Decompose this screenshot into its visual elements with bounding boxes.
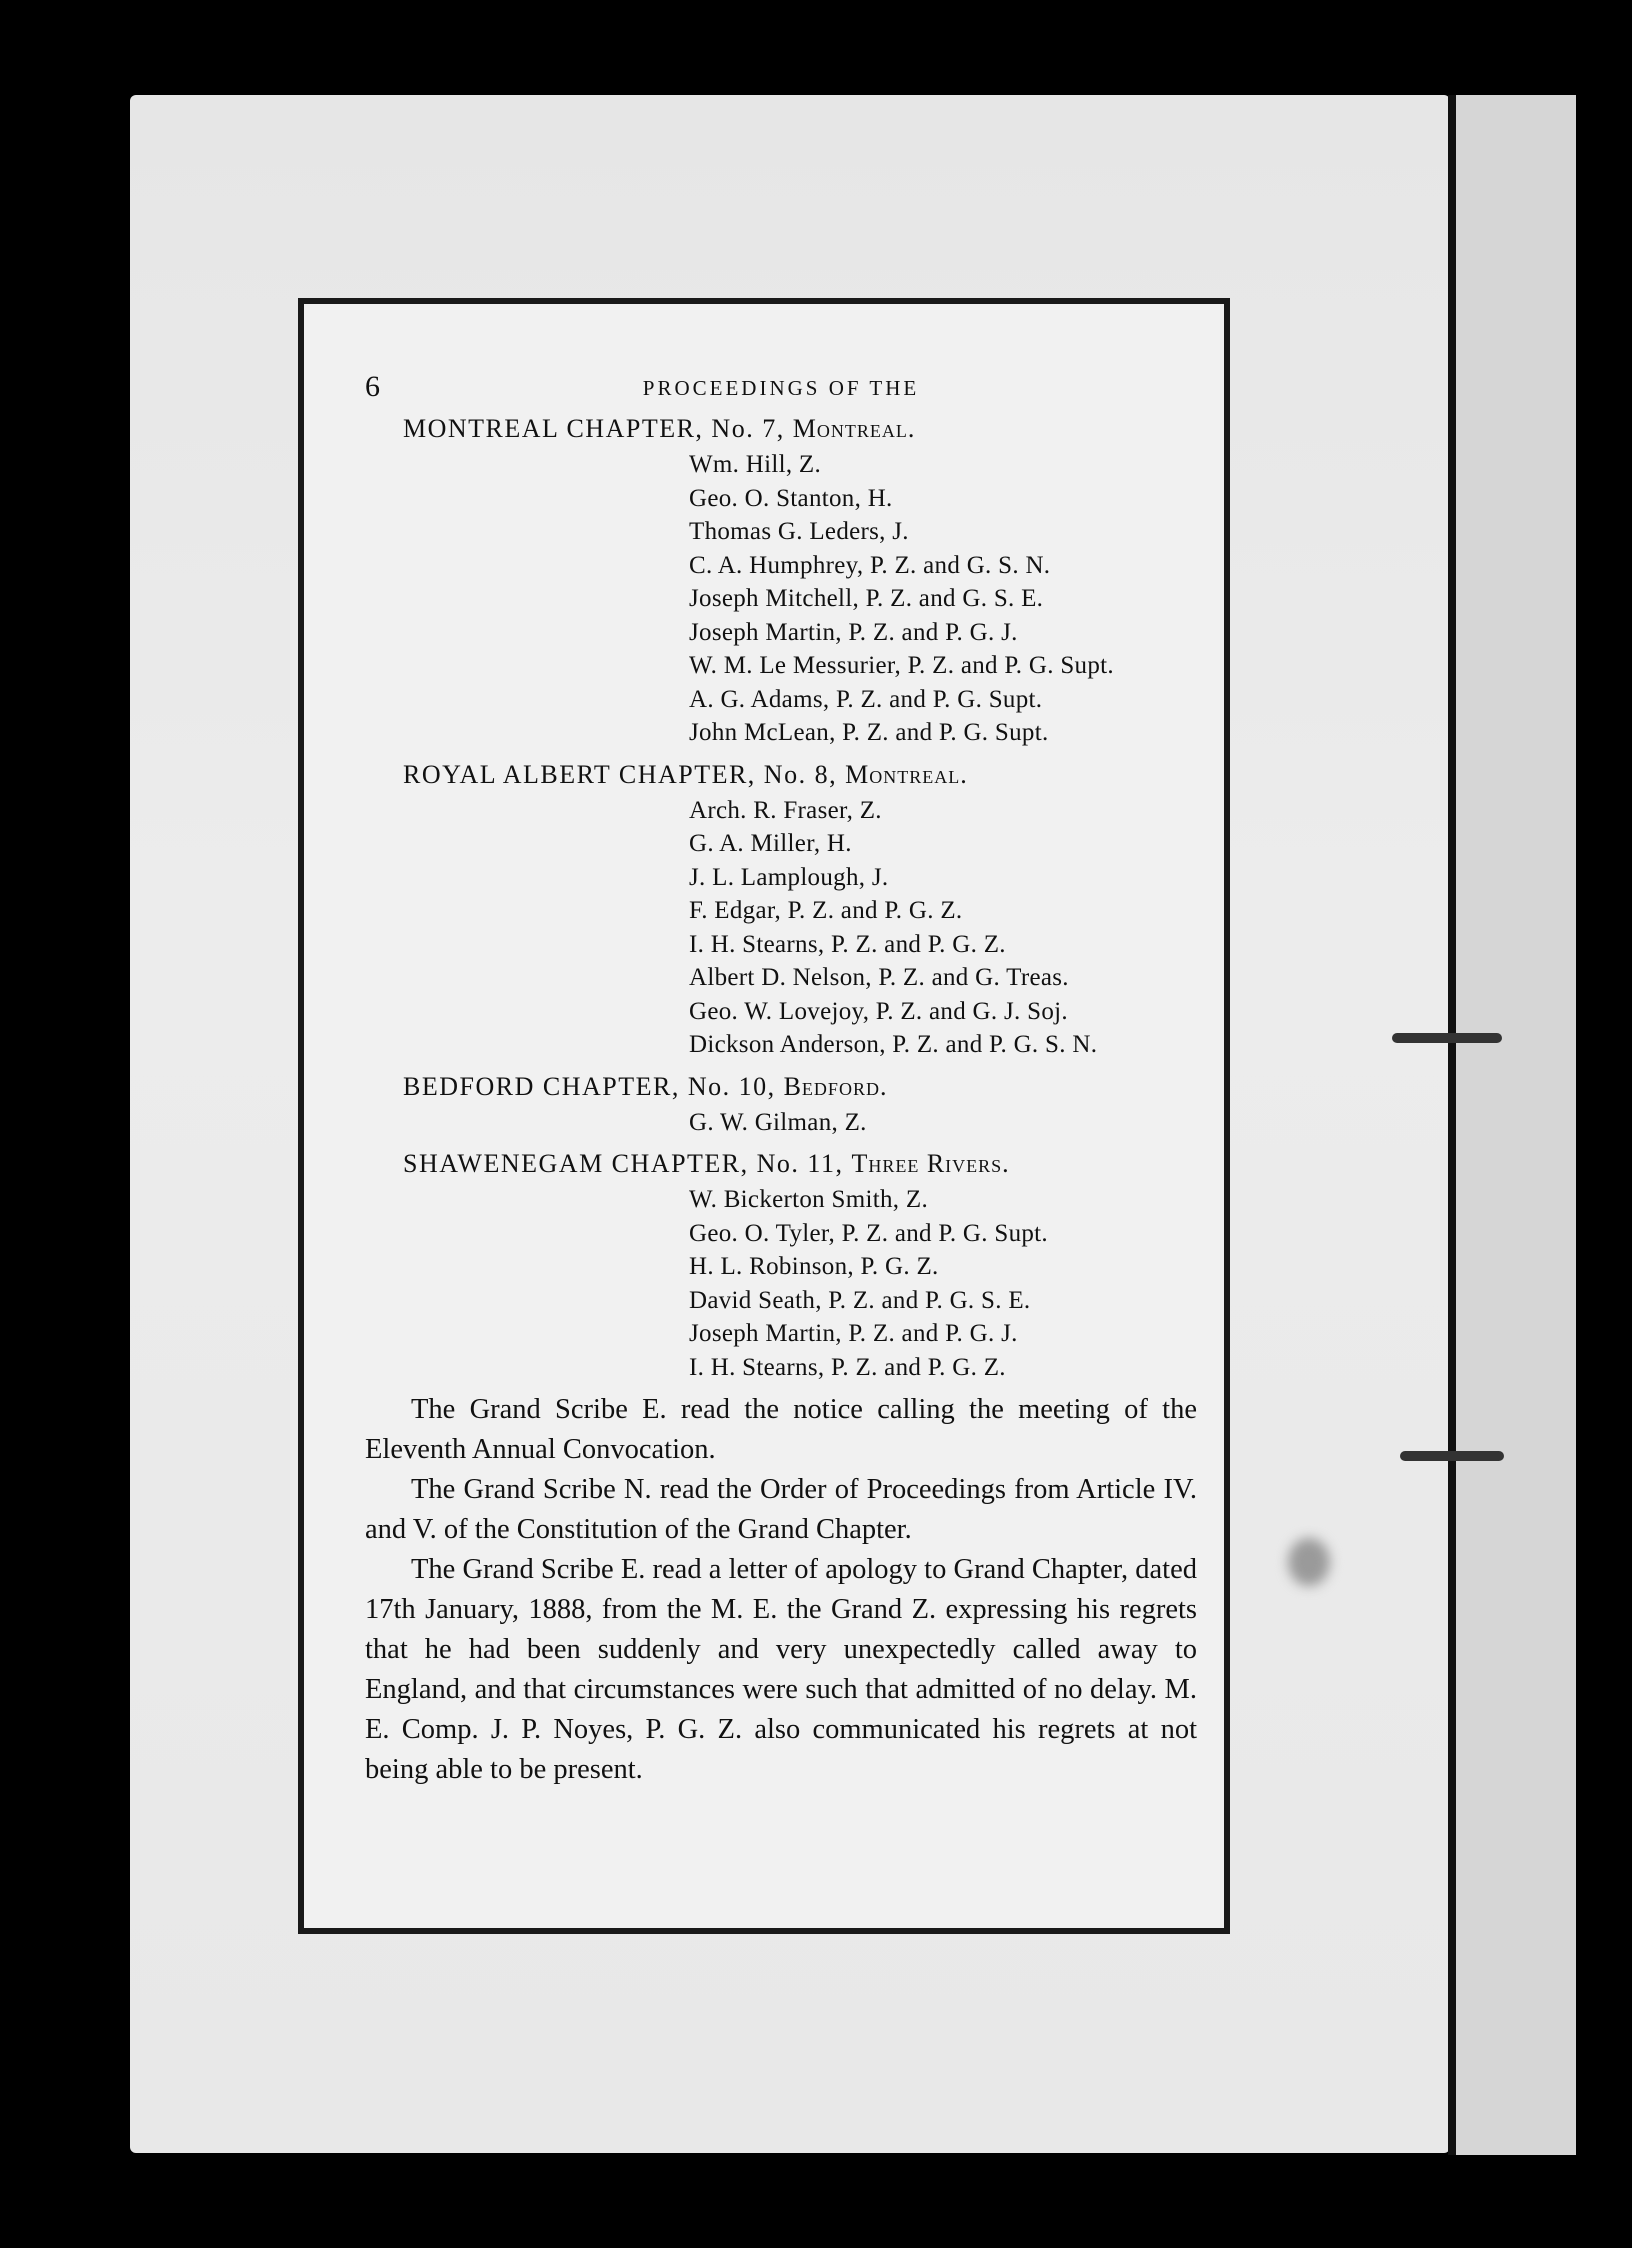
page-content [365,370,1197,1890]
chapter-place: Three Rivers. [851,1149,1010,1178]
member-entry: David Seath, P. Z. and P. G. S. E. [689,1286,1031,1314]
running-head [365,370,1197,410]
chapter-heading [403,756,1197,794]
member-entry: I. H. Stearns, P. Z. and P. G. Z. [689,930,1006,958]
member-list [365,794,1197,1062]
running-title: PROCEEDINGS OF THE [642,376,920,400]
member-entry: Geo. O. Tyler, P. Z. and P. G. Supt. [689,1219,1048,1247]
chapter-place: Montreal. [845,759,968,789]
member-entry: Wm. Hill, Z. [689,451,822,478]
member-entry: C. A. Humphrey, P. Z. and G. S. N. [689,551,1051,579]
proceedings-paragraph: The Grand Scribe N. read the Order of Proceedings from Article IV. and V. of the Constitution of the Grand Chapter. [365,1474,1197,1545]
member-entry: G. W. Gilman, Z. [689,1108,867,1136]
scan-smudge [1288,1538,1330,1586]
member-entry: Thomas G. Leders, J. [689,518,909,545]
proceedings-paragraph: The Grand Scribe E. read a letter of apology to Grand Chapter, dated 17th January, 1888, from the M. E. the Grand Z. expressing his regrets that he had been suddenly and very unexpectedly called away to England, and that circumstances were such that admitted of no delay. M. E. Comp. J. P. Noyes, P. G. Z. also communicated his regrets at not being able to be present. [365,1554,1197,1785]
chapter-heading [403,410,1197,448]
binding-spine [1448,95,1456,2155]
member-entry: Albert D. Nelson, P. Z. and G. Treas. [689,964,1069,991]
chapter-heading [403,1145,1197,1183]
binding-clip-top [1392,1033,1502,1043]
member-entry: Joseph Mitchell, P. Z. and G. S. E. [689,585,1044,612]
member-entry: Arch. R. Fraser, Z. [689,796,882,824]
chapter-place: Montreal. [792,414,916,443]
member-entry: Joseph Martin, P. Z. and P. G. J. [689,1320,1018,1347]
chapter-name: BEDFORD CHAPTER, No. 10, [403,1071,776,1101]
member-entry: W. Bickerton Smith, Z. [689,1186,928,1213]
member-entry: Dickson Anderson, P. Z. and P. G. S. N. [689,1031,1098,1058]
proceedings-text [365,1390,1197,1790]
member-entry: W. M. Le Messurier, P. Z. and P. G. Supt. [689,652,1114,679]
member-entry: I. H. Stearns, P. Z. and P. G. Z. [689,1353,1006,1381]
member-entry: J. L. Lamplough, J. [689,863,889,891]
chapter-name: ROYAL ALBERT CHAPTER, No. 8, [403,759,838,789]
member-entry: F. Edgar, P. Z. and P. G. Z. [689,897,963,924]
chapter-name: MONTREAL CHAPTER, No. 7, [403,414,785,443]
chapter-heading [403,1068,1197,1106]
member-list [365,1183,1197,1384]
member-entry: Joseph Martin, P. Z. and P. G. J. [689,618,1018,646]
adjacent-page-edge [1456,95,1576,2155]
chapter-name: SHAWENEGAM CHAPTER, No. 11, [403,1149,844,1178]
member-entry: G. A. Miller, H. [689,830,852,857]
chapter-list [365,410,1197,1384]
member-entry: Geo. O. Stanton, H. [689,484,893,512]
chapter-place: Bedford. [783,1071,888,1101]
member-list [365,1106,1197,1140]
member-entry: John McLean, P. Z. and P. G. Supt. [689,719,1049,746]
proceedings-paragraph: The Grand Scribe E. read the notice calling the meeting of the Eleventh Annual Convocation. [365,1394,1197,1465]
member-entry: H. L. Robinson, P. G. Z. [689,1253,939,1280]
member-entry: Geo. W. Lovejoy, P. Z. and G. J. Soj. [689,997,1068,1025]
member-entry: A. G. Adams, P. Z. and P. G. Supt. [689,685,1043,713]
page-number: 6 [365,370,380,403]
binding-clip-bottom [1400,1451,1504,1461]
member-list [365,448,1197,750]
